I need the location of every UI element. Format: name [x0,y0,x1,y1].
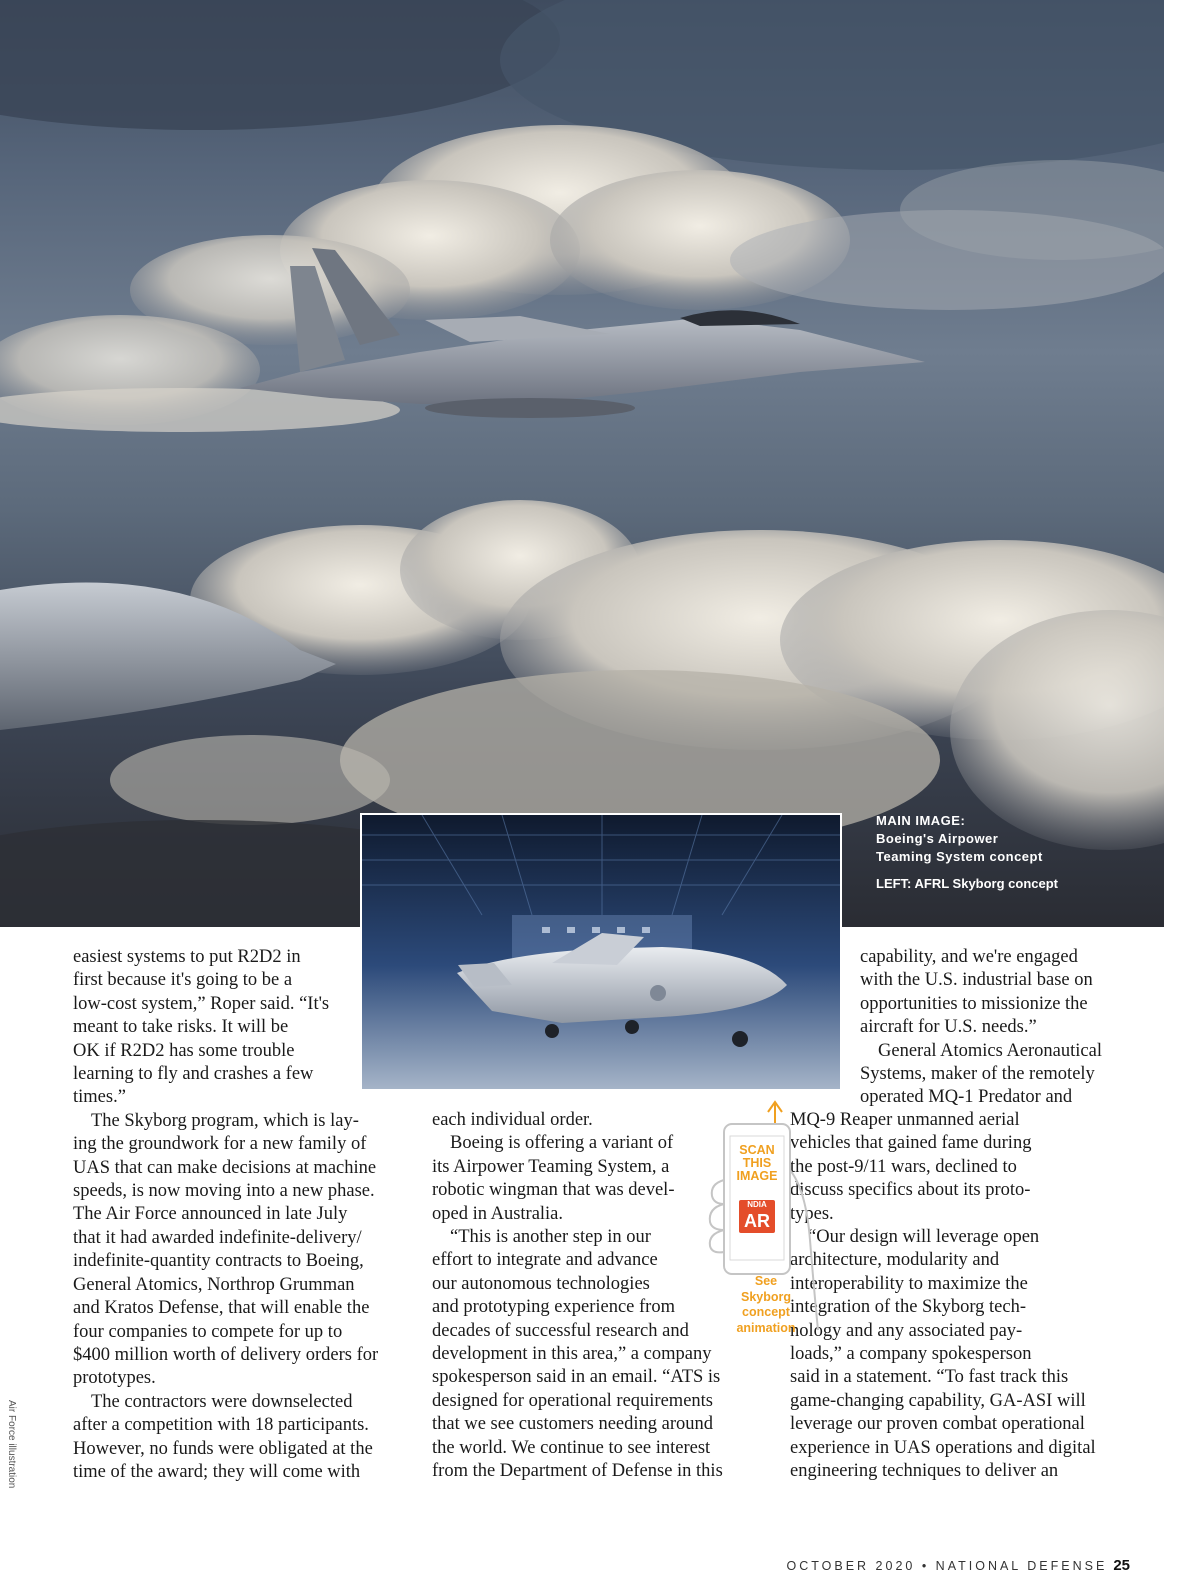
text-line: capability, and we're engaged [860,947,1078,967]
article-column-3-bottom [790,1109,1130,1484]
text-line: integration of the Skyborg tech- [790,1297,1026,1318]
text-line: experience in UAS operations and digital [790,1437,1096,1458]
paragraph [860,1040,1150,1110]
caption-main-label: MAIN IMAGE: [876,813,966,828]
text-line: first because it's going to be a [73,970,293,991]
text-line: each individual order. [432,1110,593,1130]
hangar-illustration [362,815,840,1089]
text-line: However, no funds were obligated at the [73,1438,373,1459]
text-line: indefinite-quantity contracts to Boeing, [73,1251,364,1272]
skyborg-inset-image [360,813,842,1091]
text-line: engineering techniques to deliver an [790,1461,1059,1482]
ndia-logo: NDIA [739,1200,775,1209]
text-line: after a competition with 18 participants. [73,1415,369,1436]
paragraph [73,1391,408,1485]
text-line: learning to fly and crashes a few [73,1064,314,1085]
paragraph [432,1109,752,1132]
text-line: robotic wingman that was devel- [432,1180,675,1201]
article-column-2 [432,1109,752,1484]
text-line: vehicles that gained fame during [790,1133,1032,1154]
scan-this-image-label: SCAN THIS IMAGE [736,1143,778,1183]
caption-left: LEFT: AFRL Skyborg concept [876,876,1059,891]
page-footer [0,1557,1130,1574]
text-line: speeds, is now moving into a new phase. [73,1181,375,1202]
text-line: its Airpower Teaming System, a [432,1156,670,1177]
text-line: OK if R2D2 has some trouble [73,1040,295,1061]
text-line: oped in Australia. [432,1203,564,1224]
see-animation-link[interactable]: See Skyborg concept animation [736,1274,796,1335]
text-line: and Kratos Defense, that will enable the [73,1298,370,1319]
text-line: “This is another step in our [450,1227,651,1248]
paragraph [860,946,1150,1040]
cloud-bank [0,125,1164,927]
text-line: Boeing is offering a variant of [450,1133,674,1154]
text-line: types. [790,1203,834,1224]
text-line: discuss specifics about its proto- [790,1180,1031,1201]
paragraph [432,1226,752,1483]
text-line: leverage our proven combat operational [790,1414,1085,1435]
text-line: General Atomics, Northrop Grumman [73,1274,355,1295]
text-line: the post-9/11 wars, declined to [790,1156,1017,1177]
text-line: effort to integrate and advance [432,1250,658,1271]
paragraph [73,1110,408,1391]
image-caption [876,812,1106,893]
text-line: The Skyborg program, which is lay- [91,1110,359,1131]
text-line: “Our design will leverage open [808,1227,1040,1248]
text-line: easiest systems to put R2D2 in [73,947,301,967]
text-line: $400 million worth of delivery orders for [73,1344,379,1365]
text-line: times.” [73,1087,126,1108]
text-line: ing the groundwork for a new family of [73,1134,367,1155]
text-line: designed for operational requirements [432,1390,713,1411]
text-line: The Air Force announced in late July [73,1204,348,1225]
text-line: and prototyping experience from [432,1297,675,1318]
article-column-1 [73,946,408,1484]
caption-main-line: Teaming System concept [876,849,1043,864]
text-line: UAS that can make decisions at machine [73,1157,377,1178]
page-number: 25 [1113,1557,1130,1574]
article-column-3-top [860,946,1150,1110]
text-line: that it had awarded indefinite-delivery/ [73,1227,362,1248]
text-line: development in this area,” a company [432,1344,712,1365]
text-line: spokesperson said in an email. “ATS is [432,1367,721,1388]
text-line: time of the award; they will come with [73,1461,361,1482]
text-line: said in a statement. “To fast track this [790,1367,1069,1388]
text-line: The contractors were downselected [91,1391,353,1412]
paragraph [790,1109,1130,1226]
text-line: General Atomics Aeronautical [878,1040,1102,1061]
paragraph [790,1226,1130,1483]
paragraph [73,946,408,1110]
text-line: from the Department of Defense in this [432,1461,723,1482]
text-line: operated MQ-1 Predator and [860,1087,1073,1108]
ar-badge: AR [739,1209,775,1233]
text-line: the world. We continue to see interest [432,1437,711,1458]
photo-credit: Air Force illustration [6,1400,17,1489]
ar-scan-callout[interactable] [706,1100,826,1350]
text-line: with the U.S. industrial base on [860,970,1093,991]
text-line: that we see customers needing around [432,1414,714,1435]
text-line: decades of successful research and [432,1320,689,1341]
text-line: game-changing capability, GA-ASI will [790,1390,1086,1411]
text-line: opportunities to missionize the [860,993,1088,1014]
text-line: prototypes. [73,1368,156,1389]
text-line: nology and any associated pay- [790,1320,1023,1341]
text-line: four companies to compete for up to [73,1321,343,1342]
text-line: meant to take risks. It will be [73,1017,289,1038]
text-line: MQ-9 Reaper unmanned aerial [790,1110,1020,1130]
issue-line: OCTOBER 2020 • NATIONAL DEFENSE [786,1559,1108,1573]
text-line: aircraft for U.S. needs.” [860,1017,1037,1038]
caption-main-line: Boeing's Airpower [876,831,999,846]
text-line: loads,” a company spokesperson [790,1344,1032,1365]
text-line: interoperability to maximize the [790,1273,1028,1294]
text-line: our autonomous technologies [432,1273,650,1294]
text-line: Systems, maker of the remotely [860,1064,1095,1085]
text-line: architecture, modularity and [790,1250,1000,1271]
text-line: low-cost system,” Roper said. “It's [73,993,330,1014]
paragraph [432,1132,752,1226]
